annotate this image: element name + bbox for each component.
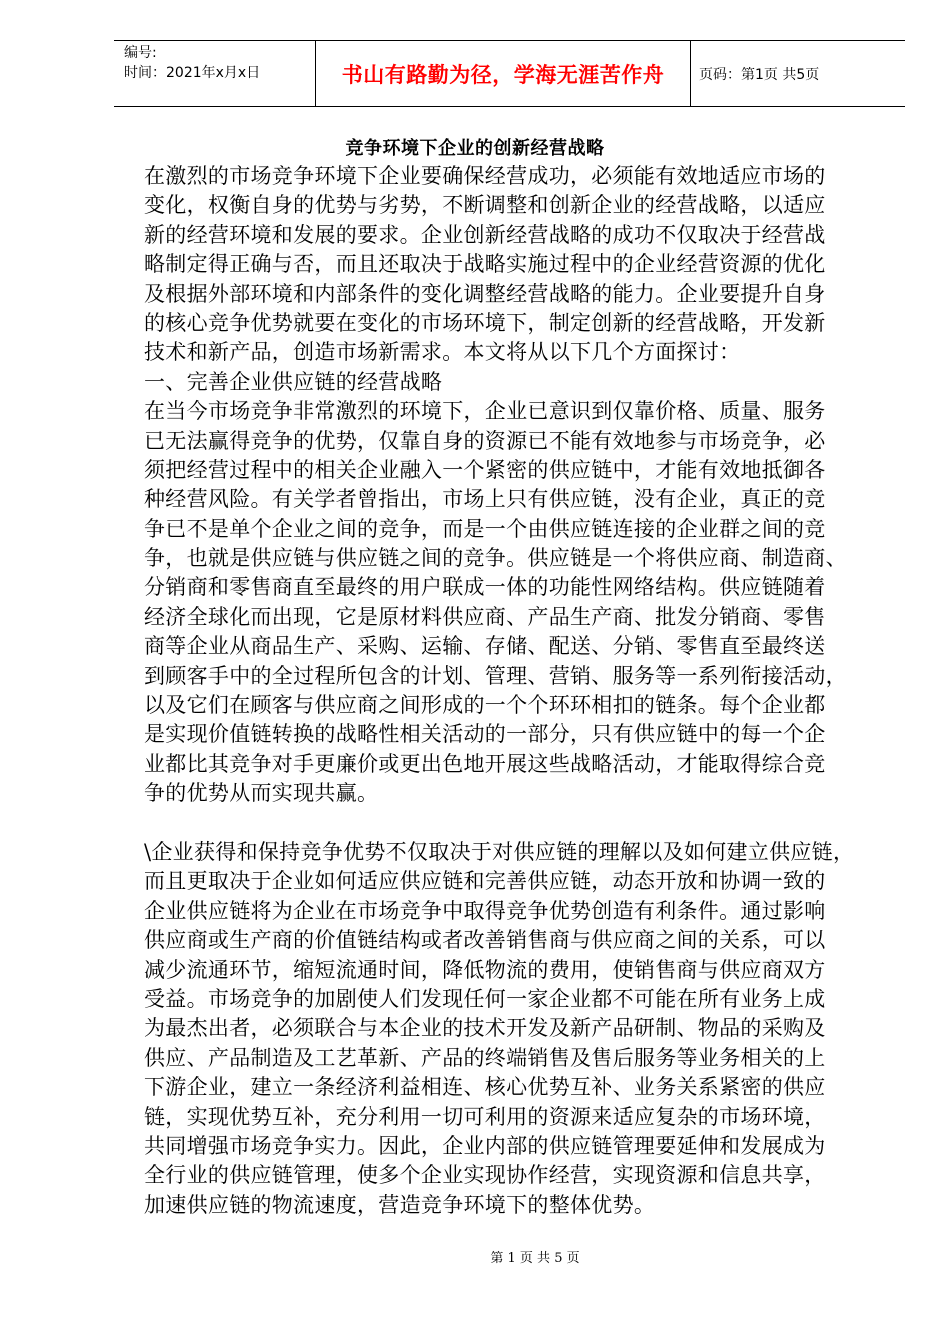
body-line: 业都比其竞争对手更廉价或更出色地开展这些战略活动，才能取得综合竞 bbox=[144, 751, 826, 776]
body-line: 以及它们在顾客与供应商之间形成的一个个环环相扣的链条。每个企业都 bbox=[144, 693, 826, 718]
body-line: 争已不是单个企业之间的竞争，而是一个由供应链连接的企业群之间的竞 bbox=[144, 516, 826, 541]
body-line: 变化，权衡自身的优势与劣势，不断调整和创新企业的经营战略，以适应 bbox=[144, 193, 826, 218]
body-line: 受益。市场竞争的加剧使人们发现任何一家企业都不可能在所有业务上成 bbox=[144, 986, 826, 1011]
body-line: 分销商和零售商直至最终的用户联成一体的功能性网络结构。供应链随着 bbox=[144, 575, 826, 600]
body-line: 种经营风险。有关学者曾指出，市场上只有供应链，没有企业，真正的竞 bbox=[144, 487, 826, 512]
body-line: 到顾客手中的全过程所包含的计划、管理、营销、服务等一系列衔接活动， bbox=[144, 663, 847, 688]
body-line: 供应商或生产商的价值链结构或者改善销售商与供应商之间的关系，可以 bbox=[144, 928, 826, 953]
body-line: 是实现价值链转换的战略性相关活动的一部分，只有供应链中的每一个企 bbox=[144, 722, 826, 747]
body-line: 及根据外部环境和内部条件的变化调整经营战略的能力。企业要提升自身 bbox=[144, 281, 826, 306]
body-line: 全行业的供应链管理，使多个企业实现协作经营，实现资源和信息共享， bbox=[144, 1163, 826, 1188]
body-line: 减少流通环节，缩短流通时间，降低物流的费用，使销售商与供应商双方 bbox=[144, 957, 826, 982]
body-line: \企业获得和保持竞争优势不仅取决于对供应链的理解以及如何建立供应链， bbox=[144, 839, 855, 864]
body-line: 争的优势从而实现共赢。 bbox=[144, 781, 379, 806]
body-line: 加速供应链的物流速度，营造竞争环境下的整体优势。 bbox=[144, 1192, 656, 1217]
paragraph-gap bbox=[144, 809, 864, 838]
time-label: 时间：2021年x月x日 bbox=[124, 65, 261, 81]
page-footer: 第 1 页 共 5 页 bbox=[490, 1251, 580, 1266]
body-line: 在激烈的市场竞争环境下企业要确保经营成功，必须能有效地适应市场的 bbox=[144, 164, 826, 188]
body-line: 技术和新产品，创造市场新需求。本文将从以下几个方面探讨： bbox=[144, 340, 741, 365]
header-page-info: 页码：第1页 共5页 bbox=[699, 66, 820, 83]
body-line: 为最杰出者，必须联合与本企业的技术开发及新产品研制、物品的采购及 bbox=[144, 1016, 826, 1041]
body-line: 的核心竞争优势就要在变化的市场环境下，制定创新的经营战略，开发新 bbox=[144, 310, 826, 335]
body-line: 略制定得正确与否，而且还取决于战略实施过程中的企业经营资源的优化 bbox=[144, 252, 826, 277]
body-line: 须把经营过程中的相关企业融入一个紧密的供应链中，才能有效地抵御各 bbox=[144, 457, 826, 482]
body-line: 经济全球化而出现，它是原材料供应商、产品生产商、批发分销商、零售 bbox=[144, 604, 826, 629]
section-heading: 一、完善企业供应链的经营战略 bbox=[144, 369, 443, 394]
body-line: 新的经营环境和发展的要求。企业创新经营战略的成功不仅取决于经营战 bbox=[144, 222, 826, 247]
number-label: 编号: bbox=[124, 45, 157, 61]
header-motto: 书山有路勤为径，学海无涯苦作舟 bbox=[316, 41, 691, 106]
body-line: 企业供应链将为企业在市场竞争中取得竞争优势创造有利条件。通过影响 bbox=[144, 898, 826, 923]
page-header bbox=[114, 40, 905, 107]
body-line: 而且更取决于企业如何适应供应链和完善供应链，动态开放和协调一致的 bbox=[144, 869, 826, 894]
body-line: 链，实现优势互补，充分利用一切可利用的资源来适应复杂的市场环境， bbox=[144, 1104, 826, 1129]
body-line: 共同增强市场竞争实力。因此，企业内部的供应链管理要延伸和发展成为 bbox=[144, 1133, 826, 1158]
body-line: 争，也就是供应链与供应链之间的竞争。供应链是一个将供应商、制造商、 bbox=[144, 546, 847, 571]
body-line: 已无法赢得竞争的优势，仅靠自身的资源已不能有效地参与市场竞争，必 bbox=[144, 428, 826, 453]
document-title: 竞争环境下企业的创新经营战略 bbox=[345, 138, 605, 159]
body-line: 供应、产品制造及工艺革新、产品的终端销售及售后服务等业务相关的上 bbox=[144, 1045, 826, 1070]
header-meta-cell bbox=[114, 41, 316, 106]
document-body bbox=[144, 162, 864, 1220]
body-line: 下游企业，建立一条经济利益相连、核心优势互补、业务关系紧密的供应 bbox=[144, 1075, 826, 1100]
body-line: 商等企业从商品生产、采购、运输、存储、配送、分销、零售直至最终送 bbox=[144, 634, 826, 659]
body-line: 在当今市场竞争非常激烈的环境下，企业已意识到仅靠价格、质量、服务 bbox=[144, 399, 826, 424]
